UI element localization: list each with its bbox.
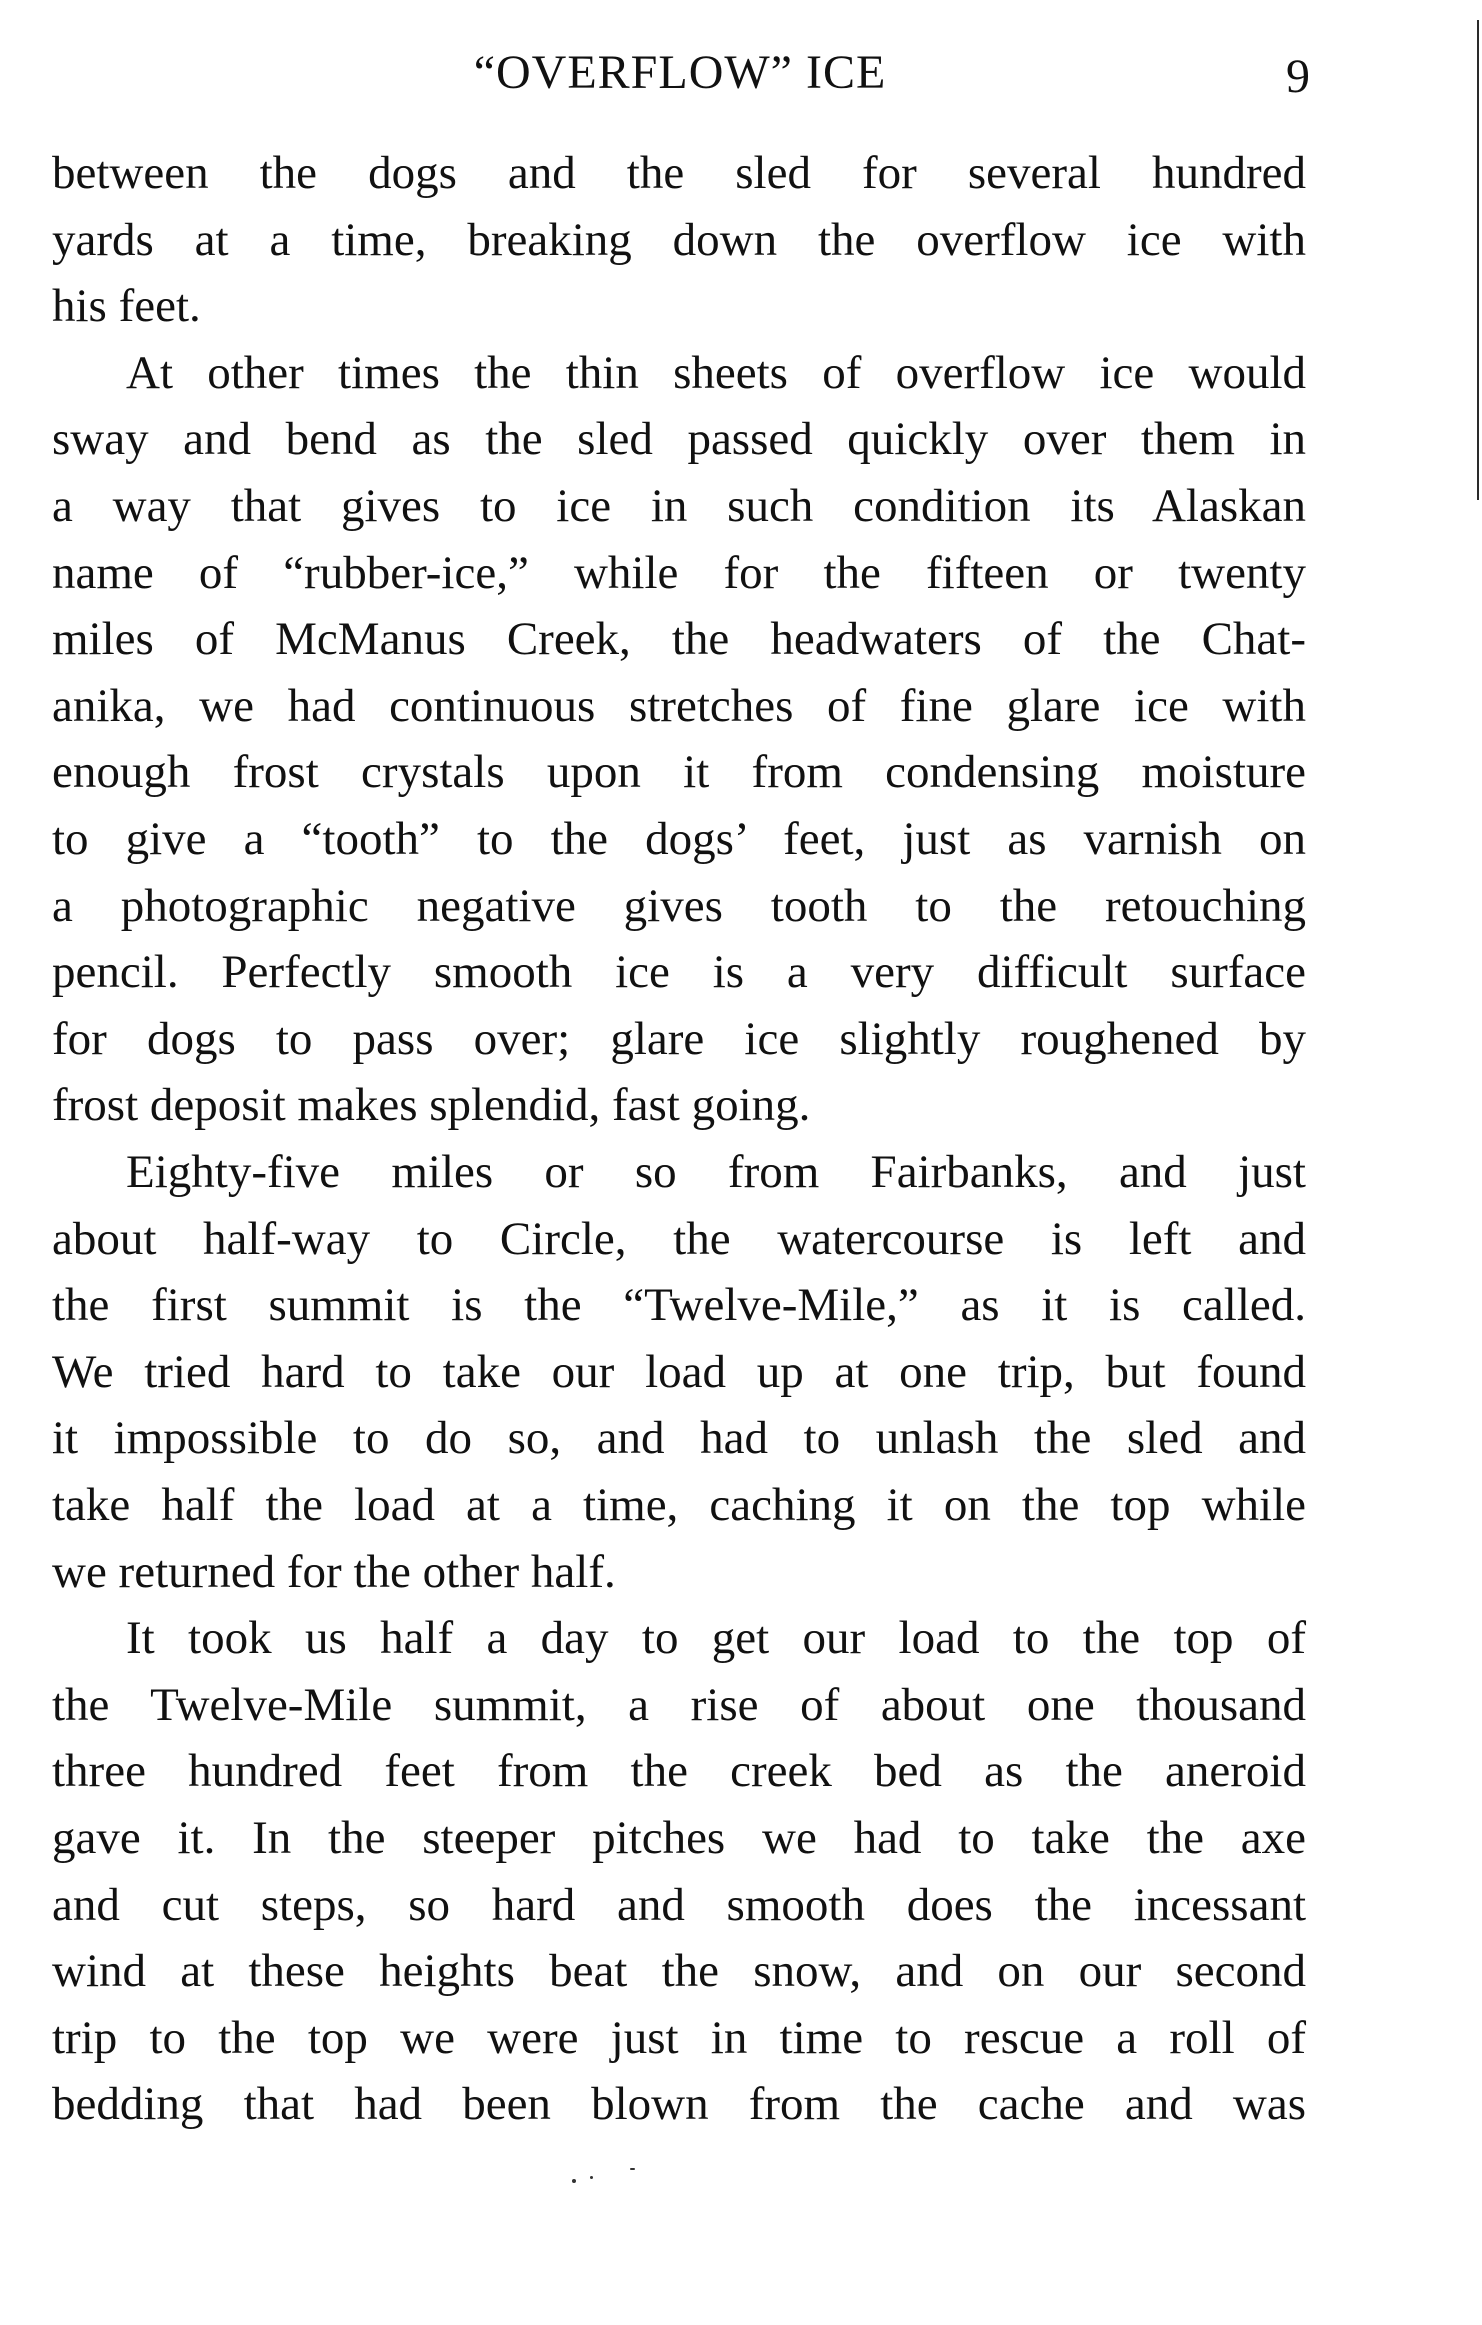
text-line: enough frost crystals upon it from condensing moisture xyxy=(52,746,1306,799)
text-line: for dogs to pass over; glare ice slightly roughened by xyxy=(52,1012,1306,1065)
text-line: a way that gives to ice in such condition its Alaskan xyxy=(52,480,1306,532)
ink-speck xyxy=(590,2176,593,2179)
text-line: We tried hard to take our load up at one trip, but found xyxy=(52,1345,1306,1398)
text-line: trip to the top we were just in time to rescue a roll of xyxy=(52,2011,1306,2064)
text-line: about half-way to Circle, the watercourse is left and xyxy=(52,1212,1306,1265)
text-line: pencil. Perfectly smooth ice is a very difficult surface xyxy=(52,946,1306,999)
text-line: yards at a time, breaking down the overflow ice with xyxy=(52,213,1306,266)
page-number: 9 xyxy=(1286,50,1310,103)
text-line: sway and bend as the sled passed quickly over them in xyxy=(52,413,1306,466)
ink-speck xyxy=(572,2179,576,2183)
text-line: miles of McManus Creek, the headwaters of the Chat- xyxy=(52,613,1306,666)
text-line: At other times the thin sheets of overflow ice would xyxy=(126,346,1306,399)
running-head xyxy=(50,38,1310,108)
text-line: and cut steps, so hard and smooth does the incessant xyxy=(52,1878,1306,1931)
text-line: gave it. In the steeper pitches we had to take the axe xyxy=(52,1812,1306,1864)
text-line: to give a “tooth” to the dogs’ feet, just as varnish on xyxy=(52,813,1306,865)
text-line: a photographic negative gives tooth to the retouching xyxy=(52,879,1306,932)
text-line: we returned for the other half. xyxy=(52,1545,616,1598)
text-line: Eighty-five miles or so from Fairbanks, and just xyxy=(126,1146,1306,1198)
text-line: the Twelve-Mile summit, a rise of about one thousand xyxy=(52,1678,1306,1731)
text-line: wind at these heights beat the snow, and on our second xyxy=(52,1945,1306,1998)
text-line: name of “rubber-ice,” while for the fifteen or twenty xyxy=(52,546,1306,599)
text-line: his feet. xyxy=(52,280,201,333)
text-line: anika, we had continuous stretches of fine glare ice with xyxy=(52,679,1306,732)
text-line: bedding that had been blown from the cache and was xyxy=(52,2078,1306,2131)
text-line: the first summit is the “Twelve-Mile,” as it is called. xyxy=(52,1279,1306,1332)
text-line: It took us half a day to get our load to the top of xyxy=(126,1612,1306,1665)
text-line: three hundred feet from the creek bed as the aneroid xyxy=(52,1745,1306,1798)
ink-speck xyxy=(630,2168,635,2170)
text-line: take half the load at a time, caching it on the top while xyxy=(52,1479,1306,1531)
text-line: frost deposit makes splendid, fast going. xyxy=(52,1079,811,1132)
scan-edge-line xyxy=(1477,20,1479,500)
running-title: “OVERFLOW” ICE xyxy=(473,46,887,99)
text-line: between the dogs and the sled for several hundred xyxy=(52,147,1306,199)
text-line: it impossible to do so, and had to unlash the sled and xyxy=(52,1412,1306,1465)
